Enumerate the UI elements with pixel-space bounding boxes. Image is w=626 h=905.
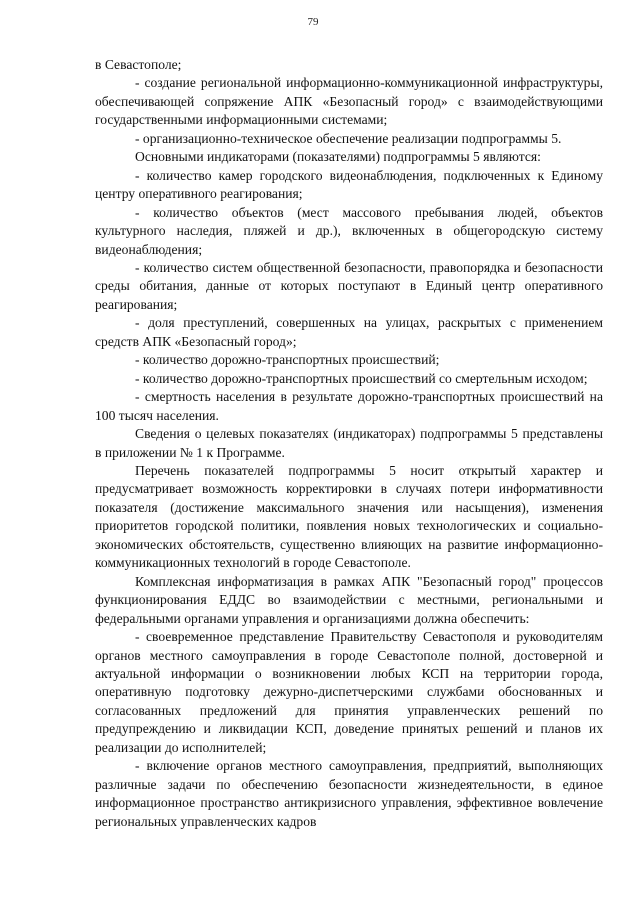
paragraph: в Севастополе; [95,57,182,72]
paragraph: - включение органов местного самоуправления, предприятий, выполняющих различные задачи по обеспечению безопасности жизнедеятельности, в единое информационное пространство антикризисного управления, эффективное вовлечение региональных управленческих кадров [95,758,603,829]
paragraph: - своевременное представление Правительству Севастополя и руководителям органов местного самоуправления в городе Севастополе полной, достоверной и актуальной информации о возникновении любых КСП на территории города, оперативную подготовку дежурно-диспетчерскими службами обоснованных и согласованных предложений для принятия управленческих решений по предупреждению и ликвидации КСП, доведение принятых решений и планов их реализации до исполнителей; [95,629,603,755]
paragraph: - количество систем общественной безопасности, правопорядка и безопасности среды обитания, данные от которых поступают в Единый центр оперативного реагирования; [95,259,603,312]
paragraph: Основными индикаторами (показателями) подпрограммы 5 являются: [135,149,541,165]
page-number: 79 [307,16,319,28]
paragraph: - доля преступлений, совершенных на улицах, раскрытых с применением средств АПК «Безопасный город»; [95,315,603,349]
paragraph: - количество дорожно-транспортных происшествий; [135,352,440,368]
paragraph: - количество дорожно-транспортных происшествий со смертельным исходом; [135,370,588,386]
paragraph: Сведения о целевых показателях (индикаторах) подпрограммы 5 представлены в приложении № 1 к Программе. [95,426,603,460]
paragraph: - организационно-техническое обеспечение реализации подпрограммы 5. [135,130,562,146]
document-body [95,56,603,831]
paragraph: - создание региональной информационно-коммуникационной инфраструктуры, обеспечивающей сопряжение АПК «Безопасный город» с взаимодействующими государственными информационными системами; [95,75,603,128]
paragraph: - количество камер городского видеонаблюдения, подключенных к Единому центру оперативного реагирования; [95,167,603,202]
paragraph: Комплексная информатизация в рамках АПК "Безопасный город" процессов функционирования ЕДДС во взаимодействии с местными, региональными и федеральными органами управления и организациями должна обеспечить: [95,573,603,626]
paragraph: - смертность населения в результате дорожно-транспортных происшествий на 100 тысяч населения. [95,389,603,423]
paragraph: Перечень показателей подпрограммы 5 носит открытый характер и предусматривает возможность корректировки в случаях потери информативности показателя (достижение максимального значения или насыщения), изменения приоритетов городской политики, появления новых технологических и социально-экономических обстоятельств, существенно влияющих на развитие информационно-коммуникационных технологий в городе Севастополе. [95,462,603,571]
paragraph: - количество объектов (мест массового пребывания людей, объектов культурного наследия, пляжей и др.), включенных в общегородскую систему видеонаблюдения; [95,204,603,257]
